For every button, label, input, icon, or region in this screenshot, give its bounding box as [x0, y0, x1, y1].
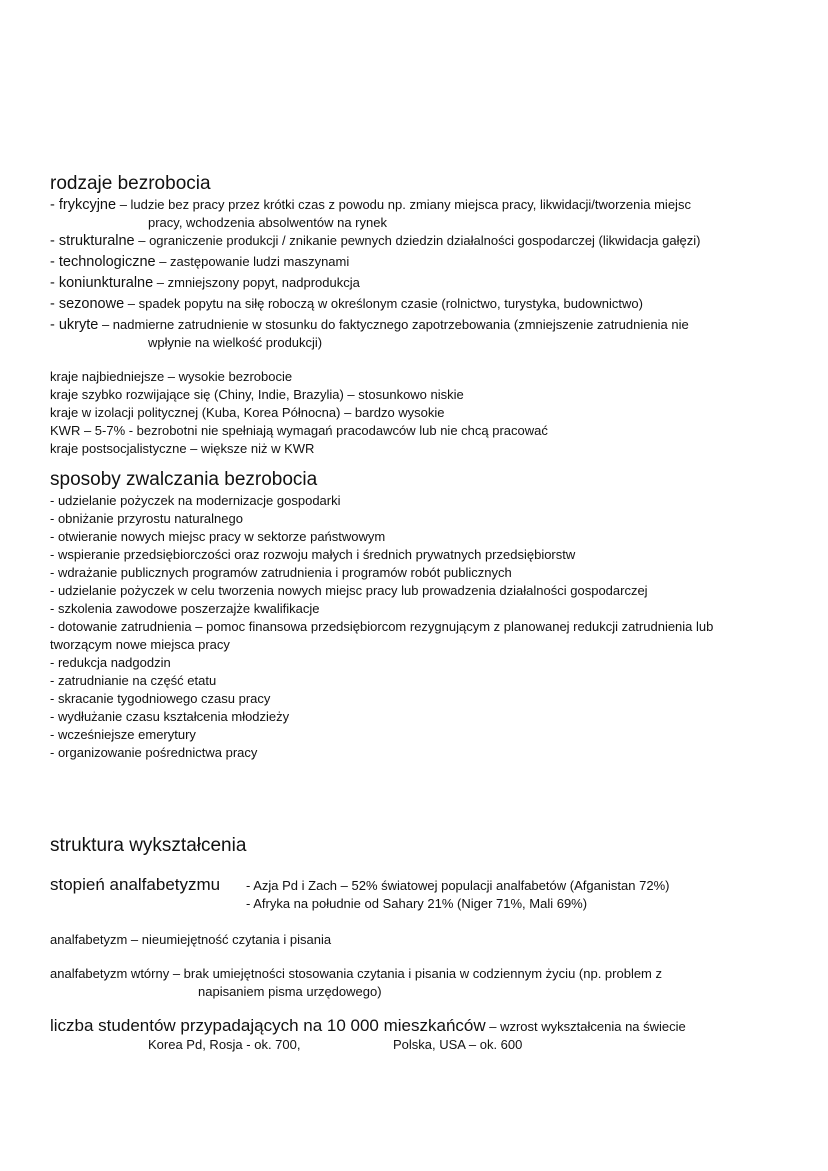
list-item: - dotowanie zatrudnienia – pomoc finansowa przedsiębiorcom rezygnującym z planowanej redukcji zatrudnienia lub	[50, 619, 714, 634]
students-value-poland-usa: Polska, USA – ok. 600	[393, 1037, 523, 1052]
students-heading	[50, 1017, 790, 1036]
section-title-education-structure: struktura wykształcenia	[50, 835, 247, 856]
list-item: - Azja Pd i Zach – 52% światowej populacji analfabetów (Afganistan 72%)	[246, 878, 670, 893]
list-item: - wdrażanie publicznych programów zatrudnienia i programów robót publicznych	[50, 565, 512, 580]
unemployment-notes	[50, 368, 790, 458]
definition-illiteracy: analfabetyzm – nieumiejętność czytania i pisania	[50, 932, 332, 947]
students-values	[50, 1036, 790, 1054]
unemployment-types-list	[50, 196, 790, 352]
list-item: - Afryka na południe od Sahary 21% (Niger 71%, Mali 69%)	[246, 896, 588, 911]
students-label: liczba studentów przypadających na 10 000 mieszkańców	[50, 1016, 486, 1035]
section-title-unemployment-types: rodzaje bezrobocia	[50, 173, 211, 194]
list-item-continuation: wpłynie na wielkość produkcji)	[148, 335, 323, 350]
list-item: - frykcyjne – ludzie bez pracy przez krótki czas z powodu np. zmiany miejsca pracy, likwidacji/tworzenia miejsc	[50, 197, 691, 213]
document-page	[50, 172, 790, 1054]
note-line: KWR – 5-7% - bezrobotni nie spełniają wymagań pracodawców lub nie chcą pracować	[50, 423, 548, 438]
list-item: - wcześniejsze emerytury	[50, 727, 196, 742]
list-item: - udzielanie pożyczek w celu tworzenia nowych miejsc pracy lub prowadzenia działalności gospodarczej	[50, 583, 648, 598]
list-item-continuation: pracy, wchodzenia absolwentów na rynek	[148, 215, 387, 230]
definition-secondary-illiteracy: analfabetyzm wtórny – brak umiejętności stosowania czytania i pisania w codziennym życiu (np. problem z	[50, 966, 663, 981]
students-value-korea-russia: Korea Pd, Rosja - ok. 700,	[148, 1037, 301, 1052]
note-line: kraje w izolacji politycznej (Kuba, Korea Północna) – bardzo wysokie	[50, 405, 445, 420]
list-item: - sezonowe – spadek popytu na siłę roboczą w określonym czasie (rolnictwo, turystyka, budownictwo)	[50, 296, 643, 312]
list-item: - udzielanie pożyczek na modernizacje gospodarki	[50, 493, 341, 508]
note-line: kraje najbiedniejsze – wysokie bezrobocie	[50, 369, 293, 384]
section-title-fighting-unemployment: sposoby zwalczania bezrobocia	[50, 469, 318, 490]
list-item: - strukturalne – ograniczenie produkcji / znikanie pewnych dziedzin działalności gospodarczej (likwidacja gałęzi)	[50, 233, 701, 249]
illiteracy-rate-block	[50, 874, 790, 913]
illiteracy-rate-label: stopień analfabetyzmu	[50, 875, 221, 894]
note-line: kraje postsocjalistyczne – większe niż w KWR	[50, 441, 315, 456]
list-item: - organizowanie pośrednictwa pracy	[50, 745, 258, 760]
list-item: - wspieranie przedsiębiorczości oraz rozwoju małych i średnich prywatnych przedsiębiorstw	[50, 547, 576, 562]
list-item: - koniunkturalne – zmniejszony popyt, nadprodukcja	[50, 275, 360, 291]
list-item: - ukryte – nadmierne zatrudnienie w stosunku do faktycznego zapotrzebowania (zmniejszenie zatrudnienia nie	[50, 317, 689, 333]
list-item: - obniżanie przyrostu naturalnego	[50, 511, 243, 526]
list-item: - skracanie tygodniowego czasu pracy	[50, 691, 271, 706]
list-item: - wydłużanie czasu kształcenia młodzieży	[50, 709, 290, 724]
list-item: - szkolenia zawodowe poszerzajże kwalifikacje	[50, 601, 320, 616]
note-line: kraje szybko rozwijające się (Chiny, Indie, Brazylia) – stosunkowo niskie	[50, 387, 464, 402]
definition-continuation: napisaniem pisma urzędowego)	[198, 984, 382, 999]
list-item-continuation: tworzącym nowe miejsca pracy	[50, 637, 230, 652]
list-item: - redukcja nadgodzin	[50, 655, 171, 670]
fighting-unemployment-list	[50, 492, 790, 762]
illiteracy-rate-items	[246, 874, 669, 913]
list-item: - otwieranie nowych miejsc pracy w sektorze państwowym	[50, 529, 386, 544]
students-note: – wzrost wykształcenia na świecie	[485, 1019, 686, 1034]
list-item: - zatrudnianie na część etatu	[50, 673, 217, 688]
list-item: - technologiczne – zastępowanie ludzi maszynami	[50, 254, 350, 270]
